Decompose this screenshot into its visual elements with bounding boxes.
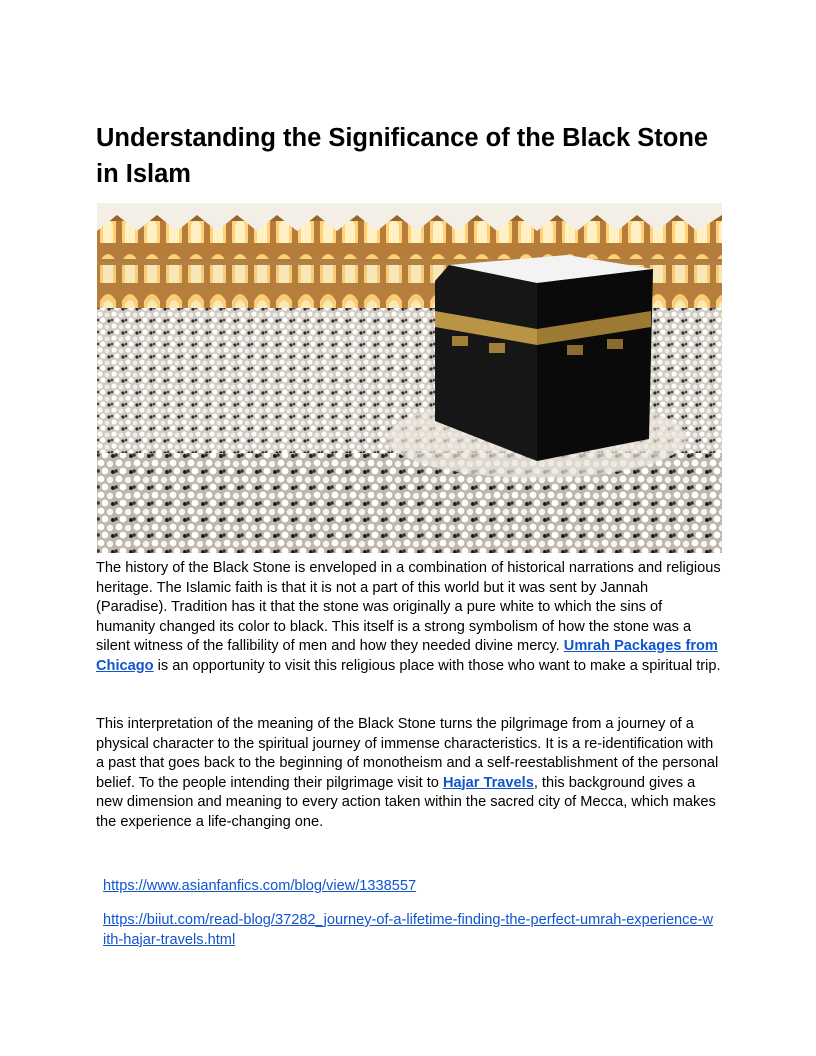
reference-link-biiut[interactable]: https://biiut.com/read-blog/37282_journey-of-a-lifetime-finding-the-perfect-umrah-experience-with-hajar-travels.html (103, 912, 713, 948)
kaaba-photo (97, 203, 722, 553)
paragraph-text: , this background gives a new dimension and meaning to every action taken within the sacred city of Mecca, which makes the experience a life-changing one. (96, 774, 716, 830)
paragraph-text: This interpretation of the meaning of the Black Stone turns the pilgrimage from a journey of a physical character to the spiritual journey of immense characteristics. It is a re-identification with a past that goes back to the beginning of monotheism and a self-reestablishment of the personal belief. To the people intending their pilgrimage visit to (96, 716, 719, 791)
paragraph-history (96, 559, 721, 676)
hajar-travels-link[interactable]: Hajar Travels (442, 774, 534, 791)
paragraph-text: is an opportunity to visit this religious place with those who want to make a spiritual trip. (153, 657, 721, 674)
paragraph-text: The history of the Black Stone is enveloped in a combination of historical narrations and religious heritage. The Islamic faith is that it is not a part of this world but it was sent by Jannah (Paradise). Tradition has it that the stone was originally a pure white to which the sins of humanity changed its color to black. This itself is a strong symbolism of how the stone was a silent witness of the fallibility of men and how they needed divine mercy. (96, 560, 721, 654)
umrah-packages-link[interactable]: Umrah Packages from Chicago (96, 638, 718, 674)
paragraph-interpretation (96, 715, 721, 832)
page-title: Understanding the Significance of the Black Stone in Islam (96, 124, 709, 188)
reference-link-asianfanfics[interactable]: https://www.asianfanfics.com/blog/view/1338557 (103, 878, 417, 894)
